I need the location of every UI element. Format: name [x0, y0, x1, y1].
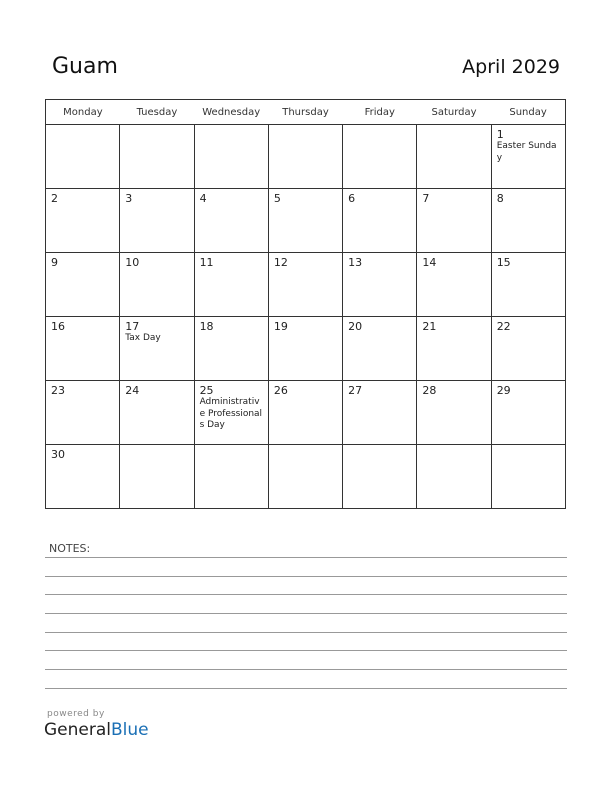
calendar-day-cell[interactable]: [491, 317, 565, 381]
weekday-header: Tuesday: [120, 100, 194, 125]
calendar-day-cell[interactable]: [417, 317, 491, 381]
calendar-day-cell[interactable]: [194, 189, 268, 253]
day-number: 25: [199, 384, 214, 397]
weekday-header: Thursday: [268, 100, 342, 125]
day-number: 17: [125, 320, 140, 333]
calendar-week-row: [46, 317, 566, 381]
calendar-day-cell[interactable]: [120, 253, 194, 317]
calendar-day-cell[interactable]: [343, 317, 417, 381]
calendar-weeks: [46, 125, 566, 509]
day-number: 6: [348, 192, 356, 205]
day-number: 30: [51, 448, 65, 461]
brand-blue: Blue: [111, 720, 149, 740]
calendar-day-cell[interactable]: [491, 125, 565, 189]
calendar-day-cell[interactable]: [343, 125, 417, 189]
calendar-day-cell[interactable]: [268, 445, 342, 509]
calendar-day-cell[interactable]: [491, 253, 565, 317]
note-line: [45, 688, 567, 689]
day-number: 12: [273, 256, 288, 269]
calendar-day-cell[interactable]: [343, 189, 417, 253]
calendar-day-cell[interactable]: [194, 317, 268, 381]
calendar-day-cell[interactable]: [417, 125, 491, 189]
calendar-day-cell[interactable]: [417, 445, 491, 509]
calendar-week-row: [46, 445, 566, 509]
calendar-day-cell[interactable]: [194, 445, 268, 509]
calendar-day-cell[interactable]: [268, 253, 342, 317]
holiday-label: Administrative Professionals Day: [199, 397, 263, 430]
note-line: [45, 576, 567, 577]
calendar-day-cell[interactable]: [120, 445, 194, 509]
calendar-day-cell[interactable]: [268, 317, 342, 381]
holiday-label: Tax Day: [125, 333, 161, 343]
calendar-day-cell[interactable]: [120, 317, 194, 381]
day-number: 13: [348, 256, 363, 269]
calendar-week-row: [46, 253, 566, 317]
day-number: 27: [348, 384, 363, 397]
calendar-day-cell[interactable]: [343, 253, 417, 317]
day-number: 2: [51, 192, 58, 205]
powered-by-text: powered by: [47, 709, 105, 719]
calendar-month-title: April 2029: [462, 56, 560, 78]
calendar-day-cell[interactable]: [343, 445, 417, 509]
calendar-day-cell[interactable]: [46, 317, 120, 381]
day-number: 23: [51, 384, 65, 397]
notes-label: NOTES:: [49, 542, 91, 555]
calendar-day-cell[interactable]: [194, 253, 268, 317]
calendar-day-cell[interactable]: [491, 189, 565, 253]
calendar-day-cell[interactable]: [46, 189, 120, 253]
day-number: 4: [199, 192, 207, 205]
calendar-day-cell[interactable]: [120, 189, 194, 253]
calendar-day-cell[interactable]: [46, 445, 120, 509]
calendar-day-cell[interactable]: [343, 381, 417, 445]
calendar-day-cell[interactable]: [417, 253, 491, 317]
calendar-week-row: [46, 125, 566, 189]
calendar-day-cell[interactable]: [194, 125, 268, 189]
day-number: 26: [273, 384, 288, 397]
weekday-header: Wednesday: [194, 100, 268, 125]
calendar-grid: [45, 99, 566, 509]
calendar-day-cell[interactable]: [194, 381, 268, 445]
day-number: 3: [125, 192, 133, 205]
brand-general: General: [44, 720, 111, 740]
calendar-day-cell[interactable]: [46, 253, 120, 317]
note-line: [45, 669, 567, 670]
day-number: 10: [125, 256, 140, 269]
day-number: 24: [125, 384, 140, 397]
calendar-day-cell[interactable]: [268, 125, 342, 189]
day-number: 20: [348, 320, 363, 333]
day-number: 11: [199, 256, 214, 269]
day-number: 29: [496, 384, 511, 397]
brand-logo[interactable]: [44, 720, 149, 740]
day-number: 5: [273, 192, 281, 205]
day-number: 28: [422, 384, 437, 397]
day-number: 14: [422, 256, 437, 269]
weekday-header: Saturday: [417, 100, 491, 125]
calendar-day-cell[interactable]: [268, 381, 342, 445]
weekday-header: Sunday: [491, 100, 565, 125]
day-number: 1: [496, 128, 504, 141]
day-number: 22: [496, 320, 511, 333]
day-number: 15: [496, 256, 511, 269]
day-number: 8: [496, 192, 504, 205]
holiday-label: Easter Sunday: [496, 141, 557, 163]
note-line: [45, 557, 567, 558]
calendar-day-cell[interactable]: [417, 381, 491, 445]
note-line: [45, 632, 567, 633]
note-line: [45, 594, 567, 595]
calendar-day-cell[interactable]: [491, 381, 565, 445]
day-number: 16: [51, 320, 65, 333]
weekday-header: Friday: [343, 100, 417, 125]
note-line: [45, 613, 567, 614]
calendar-day-cell[interactable]: [120, 381, 194, 445]
calendar-day-cell[interactable]: [417, 189, 491, 253]
day-number: 9: [51, 256, 58, 269]
weekday-header-row: [46, 100, 566, 125]
day-number: 19: [273, 320, 288, 333]
calendar-day-cell[interactable]: [491, 445, 565, 509]
day-number: 21: [422, 320, 437, 333]
calendar-day-cell[interactable]: [46, 381, 120, 445]
calendar-region-title: Guam: [52, 54, 118, 79]
weekday-header: Monday: [46, 100, 120, 125]
calendar-day-cell[interactable]: [268, 189, 342, 253]
calendar-week-row: [46, 189, 566, 253]
calendar-day-cell[interactable]: [120, 125, 194, 189]
calendar-day-cell[interactable]: [46, 125, 120, 189]
note-line: [45, 650, 567, 651]
day-number: 18: [199, 320, 214, 333]
day-number: 7: [422, 192, 430, 205]
calendar-week-row: [46, 381, 566, 445]
